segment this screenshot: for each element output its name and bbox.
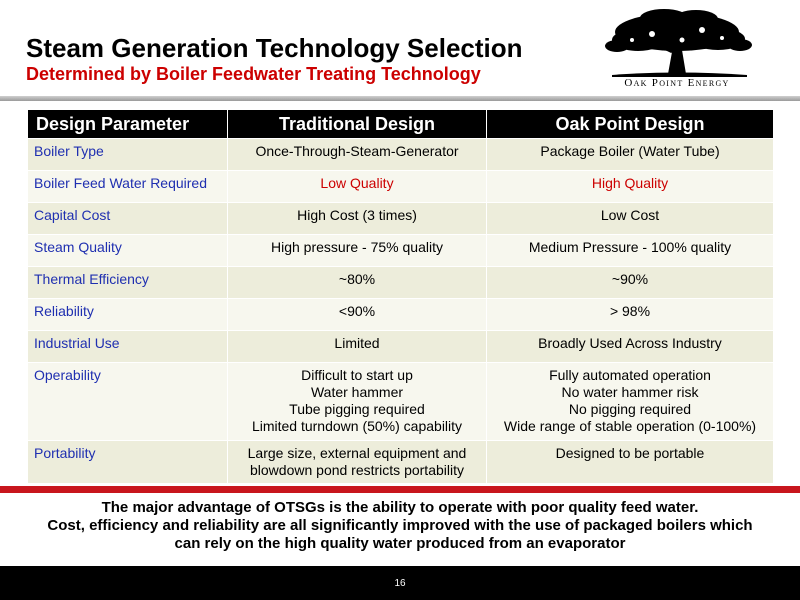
traditional-cell: Once-Through-Steam-Generator	[228, 139, 487, 171]
oakpoint-cell: Fully automated operation No water hammer risk No pigging required Wide range of stable operation (0-100%)	[487, 363, 774, 441]
column-header-parameter: Design Parameter	[28, 110, 228, 139]
summary-line: The major advantage of OTSGs is the ability to operate with poor quality feed water.	[101, 499, 699, 516]
oakpoint-cell: Medium Pressure - 100% quality	[487, 235, 774, 267]
page-number: 16	[394, 578, 406, 589]
oak-tree-icon	[572, 8, 782, 78]
param-cell: Operability	[28, 363, 228, 441]
traditional-cell: ~80%	[228, 267, 487, 299]
summary-line: can rely on the high quality water produced from an evaporator	[174, 535, 626, 552]
table-row	[28, 299, 774, 331]
traditional-cell: High pressure - 75% quality	[228, 235, 487, 267]
traditional-cell: High Cost (3 times)	[228, 203, 487, 235]
param-cell: Reliability	[28, 299, 228, 331]
traditional-cell: Low Quality	[228, 171, 487, 203]
summary-note	[0, 499, 800, 553]
comparison-table	[27, 109, 774, 484]
oakpoint-cell: Designed to be portable	[487, 441, 774, 484]
oakpoint-cell: Package Boiler (Water Tube)	[487, 139, 774, 171]
table-header-row	[28, 110, 774, 139]
oakpoint-cell: ~90%	[487, 267, 774, 299]
param-cell: Boiler Feed Water Required	[28, 171, 228, 203]
param-cell: Boiler Type	[28, 139, 228, 171]
param-cell: Capital Cost	[28, 203, 228, 235]
summary-line: Cost, efficiency and reliability are all significantly improved with the use of packaged boilers which	[47, 517, 753, 534]
oakpoint-cell: Broadly Used Across Industry	[487, 331, 774, 363]
table-row	[28, 331, 774, 363]
column-header-traditional: Traditional Design	[228, 110, 487, 139]
table-row	[28, 171, 774, 203]
table-row	[28, 441, 774, 484]
table-row	[28, 139, 774, 171]
traditional-cell: Limited	[228, 331, 487, 363]
param-cell: Industrial Use	[28, 331, 228, 363]
table-row	[28, 363, 774, 441]
param-cell: Steam Quality	[28, 235, 228, 267]
page-subtitle: Determined by Boiler Feedwater Treating Technology	[26, 64, 481, 84]
param-cell: Thermal Efficiency	[28, 267, 228, 299]
table-row	[28, 267, 774, 299]
company-logo	[572, 8, 782, 100]
oakpoint-cell: > 98%	[487, 299, 774, 331]
param-cell: Portability	[28, 441, 228, 484]
oakpoint-cell: Low Cost	[487, 203, 774, 235]
table-row	[28, 203, 774, 235]
table-row	[28, 235, 774, 267]
traditional-cell: <90%	[228, 299, 487, 331]
page-title: Steam Generation Technology Selection	[26, 33, 523, 63]
header-divider	[0, 96, 800, 101]
traditional-cell: Large size, external equipment and blowdown pond restricts portability	[228, 441, 487, 484]
logo-text: Oak Point Energy	[624, 77, 730, 89]
oakpoint-cell: High Quality	[487, 171, 774, 203]
column-header-oakpoint: Oak Point Design	[487, 110, 774, 139]
traditional-cell: Difficult to start up Water hammer Tube pigging required Limited turndown (50%) capability	[228, 363, 487, 441]
accent-band	[0, 486, 800, 493]
